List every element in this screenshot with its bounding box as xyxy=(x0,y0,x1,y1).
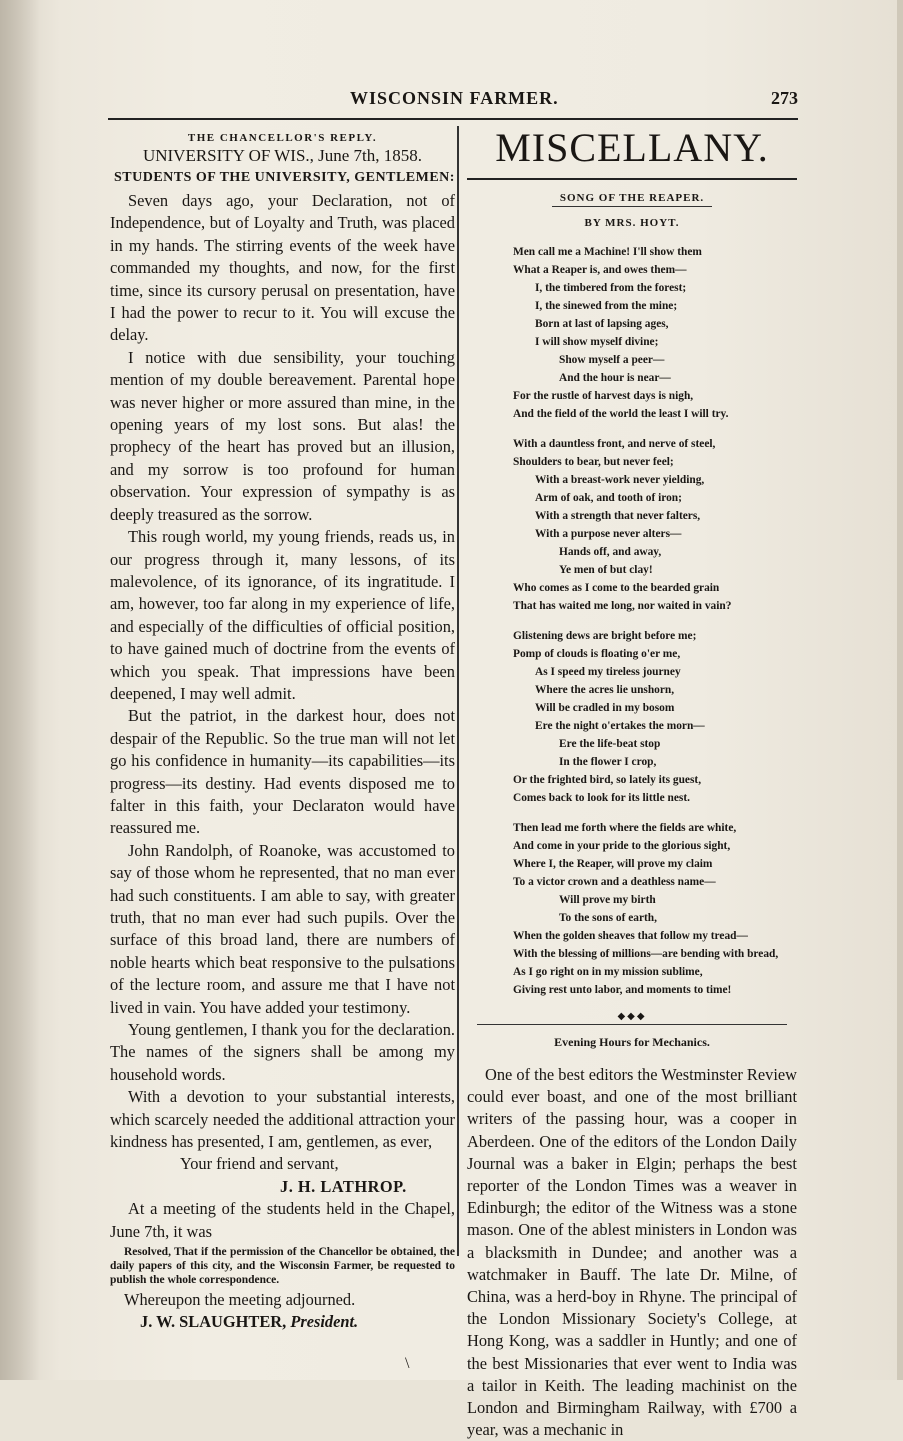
poem-line: Ere the life-beat stop xyxy=(559,738,661,750)
poem-stanza xyxy=(467,819,797,999)
poem-line: Shoulders to bear, but never feel; xyxy=(513,456,674,468)
poem-line: Will prove my birth xyxy=(559,894,656,906)
margin-mark: \ xyxy=(405,1355,410,1372)
poem-line: Where the acres lie unshorn, xyxy=(535,684,675,696)
reply-paragraph-6: Young gentlemen, I thank you for the declaration. The names of the signers shall be among my household words. xyxy=(110,1020,455,1084)
poem-line: I, the timbered from the forest; xyxy=(535,282,687,294)
header-rule xyxy=(108,118,798,120)
poem-line: With the blessing of millions—are bending with bread, xyxy=(513,948,779,960)
poem-line: Who comes as I come to the bearded grain xyxy=(513,582,720,594)
poem-line: Ere the night o'ertakes the morn— xyxy=(535,720,705,732)
poem-line: With a breast-work never yielding, xyxy=(535,474,705,486)
poem-line: When the golden sheaves that follow my tread— xyxy=(513,930,748,942)
poem-line: In the flower I crop, xyxy=(559,756,657,768)
ornament-rule xyxy=(477,1024,787,1025)
poem-line: Show myself a peer— xyxy=(559,354,665,366)
poem-line: I, the sinewed from the mine; xyxy=(535,300,678,312)
poem-stanza xyxy=(467,435,797,615)
president-name: J. W. SLAUGHTER, xyxy=(140,1312,287,1332)
poem-line: Men call me a Machine! I'll show them xyxy=(513,246,702,258)
resolution-text: Resolved, That if the permission of the Chancellor be obtained, the daily papers of this city, and the Wisconsin Farmer, be requested to publish the whole correspondence. xyxy=(110,1246,455,1287)
signature-block xyxy=(110,1153,455,1198)
reply-paragraph-3: This rough world, my young friends, reads us, in our progress through it, many lessons, of its malevolence, of its ignorance, of its ingratitude. I am, however, too far along in my experience of life, and especially of the difficulties of official position, to have gained much of doctrine from the events of which you speak. That impressions have been deepened, I may well admit. xyxy=(110,527,455,703)
president-title: President. xyxy=(290,1312,359,1332)
publication-title: WISCONSIN FARMER. xyxy=(350,88,559,108)
meeting-paragraph: At a meeting of the students held in the Chapel, June 7th, it was xyxy=(110,1199,455,1241)
poem-line: To the sons of earth, xyxy=(559,912,657,924)
poem-title-rule xyxy=(552,206,712,207)
president-line xyxy=(110,1311,455,1333)
reply-heading: THE CHANCELLOR'S REPLY. xyxy=(187,132,378,144)
poem-line: Giving rest unto labor, and moments to time! xyxy=(513,984,732,996)
poem-stanza xyxy=(467,243,797,423)
poem-line: As I go right on in my mission sublime, xyxy=(513,966,703,978)
reply-paragraph-5: John Randolph, of Roanoke, was accustomed to say of those whom he represented, that no man ever had such constituents. I am able to say, with greater truth, that no man ever had such pupils. Over the surface of this broad land, there are numbers of noble hearts which beat responsive to the pulsations of the lecture room, and assure me that I have not lived in vain. You have added your testimony. xyxy=(110,840,455,1017)
ornament-divider: ◆◆◆ xyxy=(617,1011,647,1022)
reply-dateline: UNIVERSITY OF WIS., June 7th, 1858. xyxy=(142,146,423,165)
poem-line: With a purpose never alters— xyxy=(535,528,682,540)
poem-line: Glistening dews are bright before me; xyxy=(513,630,697,642)
poem-line: And come in your pride to the glorious sight, xyxy=(513,840,731,852)
reply-paragraph-4: But the patriot, in the darkest hour, does not despair of the Republic. So the true man will not let go his confidence in humanity—its capabilities—its progress—its destiny. Had events disposed me to falter in this faith, your Declaraton would have reassured me. xyxy=(110,706,455,838)
reply-salutation: STUDENTS OF THE UNIVERSITY, GENTLEMEN: xyxy=(114,170,455,185)
poem-line: And the field of the world the least I will try. xyxy=(513,408,729,420)
poem-line: That has waited me long, nor waited in vain? xyxy=(513,600,732,612)
poem-title: SONG OF THE REAPER. xyxy=(559,192,705,204)
article-text: One of the best editors the Westminster Review could ever boast, and one of the most brilliant writers of the passing hour, was a cooper in Aberdeen. One of the editors of the London Daily Journal was a baker in Elgin; perhaps the best reporter of the London Times was a weaver in Edinburgh; the editor of the Witness was a stone mason. One of the ablest ministers in London was a blacksmith in Dundee; and another was a watchmaker in Bauff. The late Dr. Milne, of China, was a herd-boy in Rhyne. The principal of the London Missionary Society's College, at Hong Kong, was a saddler in Huntly; and one of the best Missionaries that ever went to India was a tailor in Keith. The leading machinist on the London and Birmingham Railway, with £700 a year, was a mechanic in xyxy=(467,1065,798,1440)
poem-line: As I speed my tireless journey xyxy=(535,666,681,678)
poem-line: I will show myself divine; xyxy=(535,336,659,348)
column-divider xyxy=(457,126,459,1256)
reply-paragraph-2: I notice with due sensibility, your touching mention of my double bereavement. Parental hope was never higher or more assured than mine, in the opening years of my lost sons. But alas! the prophecy of the heart has proved but an illusion, and my sorrow is too profound for human observation. Your expression of sympathy is as deeply treasured as the sorrow. xyxy=(110,347,455,524)
page-edge xyxy=(897,0,903,1380)
poem-line: Then lead me forth where the fields are white, xyxy=(513,822,737,834)
poem-line: Hands off, and away, xyxy=(559,546,662,558)
reply-paragraph-1: Seven days ago, your Declaration, not of Independence, but of Loyalty and Truth, was placed in my hands. The stirring events of the week have commanded my thoughts, and now, for the first time, since its cursory perusal on presentation, have I had the power to recur to it. You will excuse the delay. xyxy=(110,191,455,345)
page-number: 273 xyxy=(771,88,798,108)
poem-line: And the hour is near— xyxy=(559,372,671,384)
poem-line: Ye men of but clay! xyxy=(559,564,653,576)
adjourned-line: Whereupon the meeting adjourned. xyxy=(124,1290,356,1310)
poem-line: Born at last of lapsing ages, xyxy=(535,318,669,330)
reply-paragraph-7: With a devotion to your substantial interests, which scarcely needed the additional attraction your kindness has presented, I am, gentlemen, as ever, xyxy=(110,1087,455,1152)
poem-stanza xyxy=(467,627,797,807)
poem-body xyxy=(467,243,797,999)
poem-line: With a strength that never falters, xyxy=(535,510,701,522)
signature-name: J. H. LATHROP. xyxy=(280,1176,407,1196)
poem-line: To a victor crown and a deathless name— xyxy=(513,876,716,888)
page-header xyxy=(110,88,798,116)
section-rule xyxy=(467,178,797,180)
left-column xyxy=(110,126,455,1333)
poem-line: Will be cradled in my bosom xyxy=(535,702,675,714)
poem-line: With a dauntless front, and nerve of steel, xyxy=(513,438,716,450)
poem-line: Where I, the Reaper, will prove my claim xyxy=(513,858,713,870)
poem-line: For the rustle of harvest days is nigh, xyxy=(513,390,694,402)
poem-line: Pomp of clouds is floating o'er me, xyxy=(513,648,681,660)
poem-author: BY MRS. HOYT. xyxy=(584,217,680,229)
poem-line: Comes back to look for its little nest. xyxy=(513,792,690,804)
poem-line: Arm of oak, and tooth of iron; xyxy=(535,492,682,504)
right-column xyxy=(467,126,797,1441)
section-title: MISCELLANY. xyxy=(495,125,769,170)
signature-closing: Your friend and servant, xyxy=(180,1154,339,1174)
poem-line: What a Reaper is, and owes them— xyxy=(513,264,687,276)
article-title: Evening Hours for Mechanics. xyxy=(554,1035,710,1049)
poem-line: Or the frighted bird, so lately its guest, xyxy=(513,774,702,786)
binding-shadow xyxy=(0,0,40,1380)
